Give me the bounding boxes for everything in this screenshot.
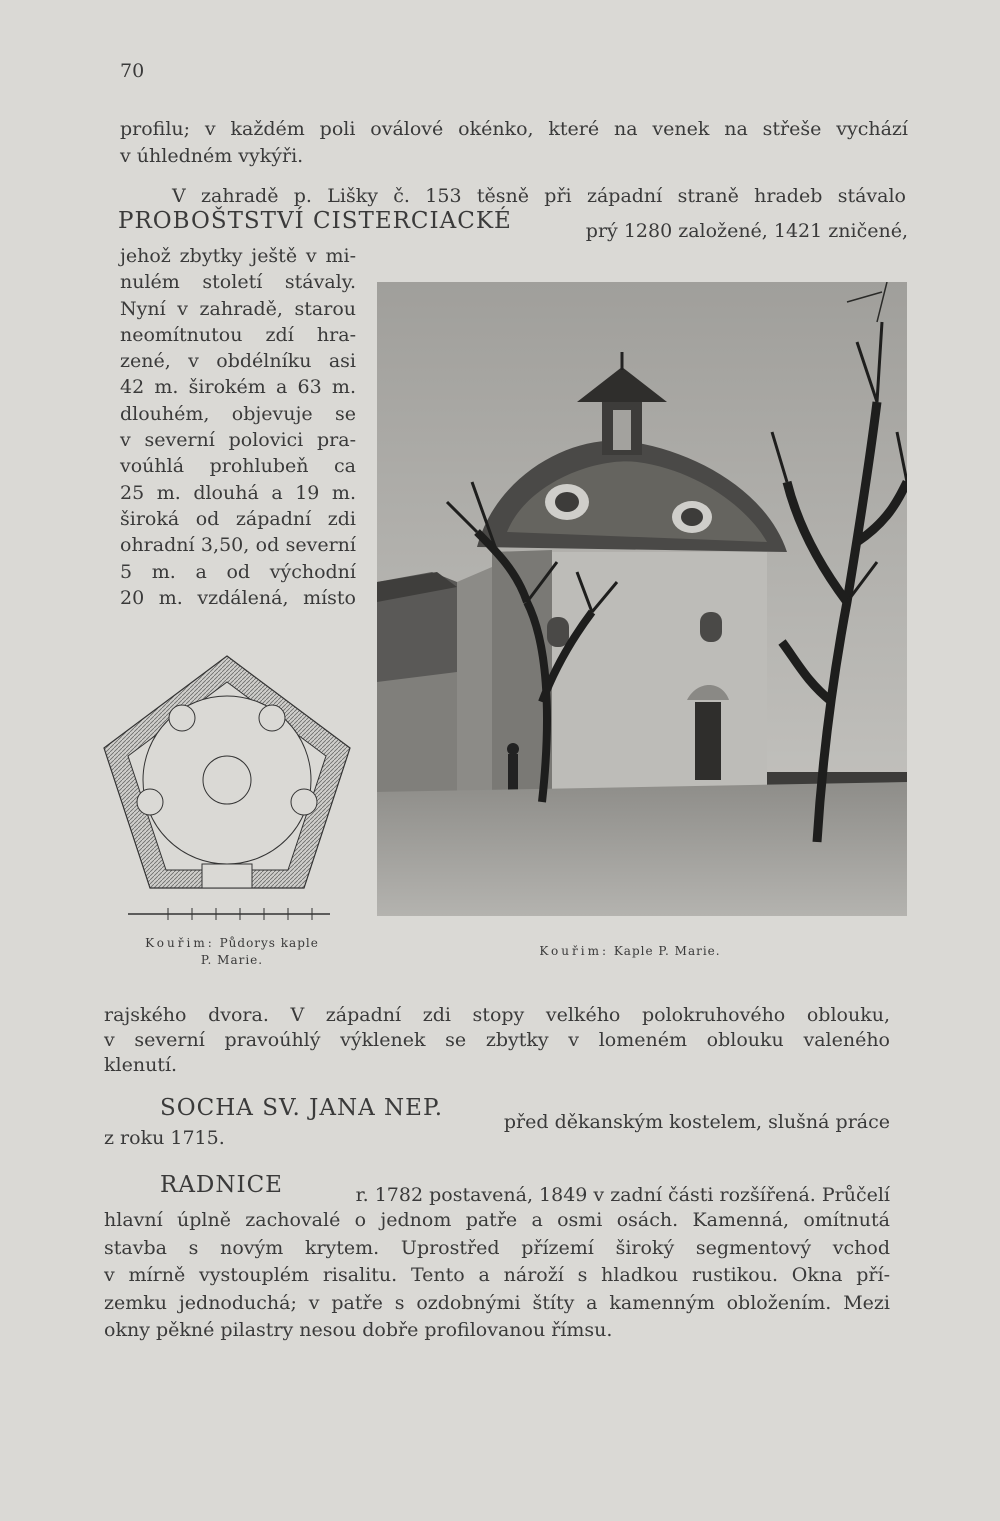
radnice-body <box>104 1207 890 1345</box>
caption-place: Kouřim: <box>539 944 609 958</box>
text-line: profilu; v každém poli oválové okénko, které na venek na střeše vychází <box>120 118 908 140</box>
text-line: neomítnutou zdí hra- <box>120 323 356 346</box>
text-line: jehož zbytky ještě v mi- <box>120 245 356 267</box>
section-heading-probostvi: PROBOŠTSTVÍ CISTERCIACKÉ <box>118 208 512 234</box>
text-line: 5 m. a od východní <box>120 560 356 583</box>
text-line: v severní pravoúhlý výklenek se zbytky v lomeném oblouku valeného <box>104 1029 890 1051</box>
caption-text: Půdorys kaple <box>219 936 319 950</box>
text-line: 20 m. vzdálená, místo <box>120 586 356 609</box>
caption-text: P. Marie. <box>200 953 264 967</box>
text-line: ohradní 3,50, od severní <box>120 534 356 557</box>
text-line: široká od západní zdi <box>120 507 356 530</box>
caption-place: Kouřim: <box>145 936 215 950</box>
socha-paragraph <box>104 1095 890 1152</box>
section-heading-radnice: RADNICE <box>160 1172 283 1198</box>
section-heading-socha: SOCHA SV. JANA NEP. <box>160 1095 444 1121</box>
text-line: hlavní úplně zachovalé o jednom patře a osmi osách. Kamenná, omítnutá <box>104 1209 890 1231</box>
text-line: v úhledném vykýři. <box>120 145 304 167</box>
photo-caption <box>440 943 820 960</box>
probostvi-paragraph <box>120 183 906 210</box>
text-line: stavba s novým krytem. Uprostřed přízemí široký segmentový vchod <box>104 1236 890 1259</box>
continuation-paragraph <box>104 1003 890 1078</box>
text-line: V zahradě p. Lišky č. 153 těsně při západní straně hradeb stávalo <box>172 185 906 207</box>
plan-caption <box>112 935 352 969</box>
text-line: v mírně vystouplém risalitu. Tento a nároží s hladkou rustikou. Okna pří- <box>104 1264 890 1286</box>
chapel-photograph <box>377 282 907 916</box>
text-line: nulém století stávaly. <box>120 271 356 294</box>
text-line: voúhlá prohlubeň ca <box>120 455 356 478</box>
text-line: v severní polovici pra- <box>120 429 356 452</box>
text-line: r. 1782 postavená, 1849 v zadní části rozšířená. Průčelí <box>355 1184 890 1206</box>
text-line: okny pěkné pilastry nesou dobře profilovanou římsu. <box>104 1319 613 1341</box>
text-line: zené, v obdélníku asi <box>120 350 356 373</box>
text-line: 42 m. širokém a 63 m. <box>120 376 356 399</box>
floor-plan-drawing <box>98 652 358 932</box>
page-number: 70 <box>120 60 145 82</box>
radnice-paragraph <box>104 1172 890 1206</box>
probostvi-column <box>120 243 356 611</box>
text-line: prý 1280 založené, 1421 zničené, <box>585 220 908 242</box>
text-line: dlouhém, objevuje se <box>120 402 356 425</box>
intro-paragraph <box>120 116 908 170</box>
text-line: z roku 1715. <box>104 1127 225 1149</box>
text-line: rajského dvora. V západní zdi stopy velkého polokruhového oblouku, <box>104 1004 890 1026</box>
text-line: 25 m. dlouhá a 19 m. <box>120 481 356 504</box>
text-line: před děkanským kostelem, slušná práce <box>503 1111 890 1133</box>
probostvi-heading-line <box>118 208 908 242</box>
text-line: Nyní v zahradě, starou <box>120 297 356 320</box>
text-line: klenutí. <box>104 1054 178 1076</box>
text-line: zemku jednoduchá; v patře s ozdobnými štíty a kamenným obložením. Mezi <box>104 1291 890 1314</box>
caption-text: Kaple P. Marie. <box>613 944 721 958</box>
